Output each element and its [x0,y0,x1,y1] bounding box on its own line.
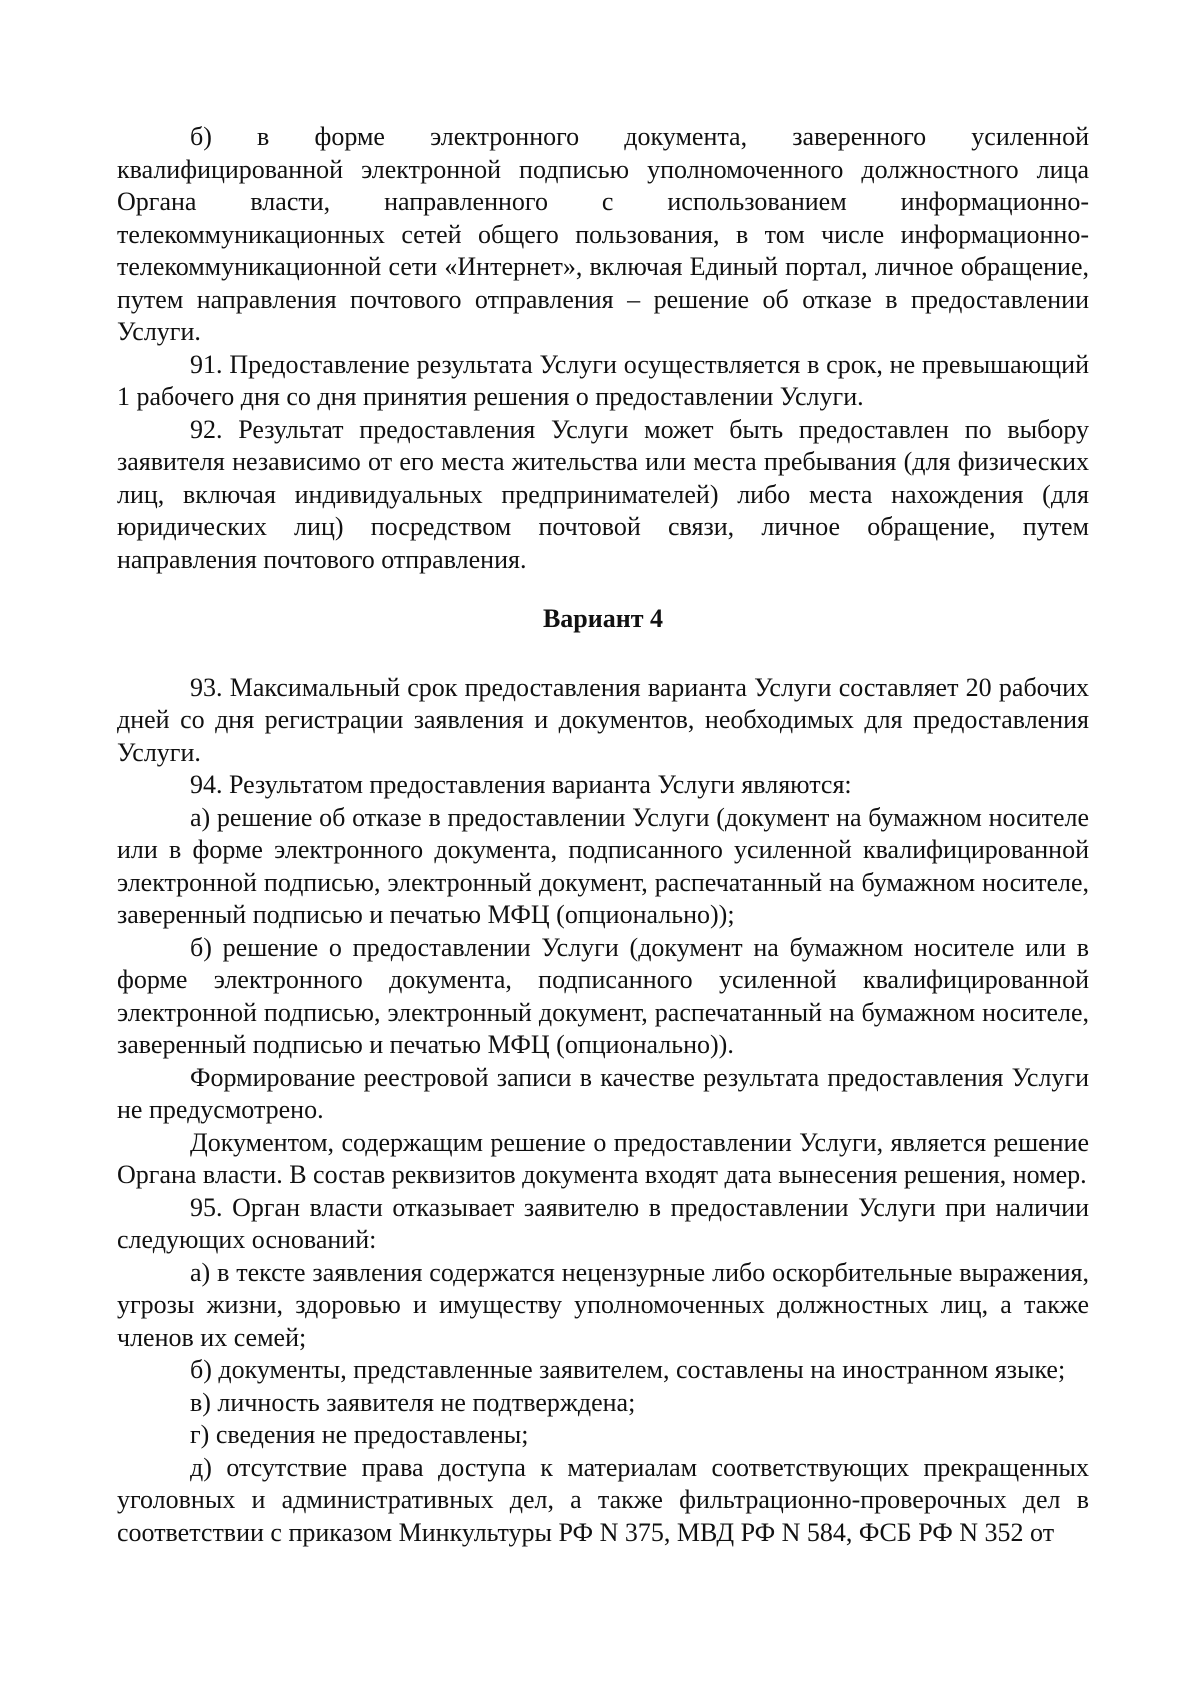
paragraph-95-v: в) личность заявителя не подтверждена; [190,1387,636,1417]
paragraph-registry-note: Формирование реестровой записи в качестве результата предоставления Услуги не предусмотрено. [117,1062,1089,1124]
paragraph-95-g: г) сведения не предоставлены; [190,1420,529,1449]
paragraph-95-d: д) отсутствие права доступа к материалам соответствующих прекращенных уголовных и административных дел, а также фильтрационно-проверочных дел в соответствии с приказом Минкультуры РФ N 375, МВД РФ N 584, ФСБ РФ N 352 от [117,1452,1089,1547]
paragraph-95-b: б) документы, представленные заявителем, составлены на иностранном языке; [190,1355,1066,1384]
document-body [117,121,1089,1549]
paragraph-95: 95. Орган власти отказывает заявителю в предоставлении Услуги при наличии следующих оснований: [117,1192,1089,1254]
paragraph-95-a: а) в тексте заявления содержатся нецензурные либо оскорбительные выражения, угрозы жизни, здоровью и имуществу уполномоченных должностных лиц, а также членов их семей; [117,1257,1089,1352]
paragraph-93: 93. Максимальный срок предоставления варианта Услуги составляет 20 рабочих дней со дня регистрации заявления и документов, необходимых для предоставления Услуги. [117,672,1089,767]
paragraph-94-b: б) решение о предоставлении Услуги (документ на бумажном носителе или в форме электронного документа, подписанного усиленной квалифицированной электронной подписью, электронный документ, распечатанный на бумажном носителе, заверенный подписью и печатью МФЦ (опционально)). [117,932,1089,1059]
paragraph-b-electronic-refusal: б) в форме электронного документа, заверенного усиленной квалифицированной электронной подписью уполномоченного должностного лица Органа власти, направленного с использованием информационно-телекоммуникационных сетей общего пользования, в том числе информационно-телекоммуникационной сети «Интернет», включая Единый портал, личное обращение, путем направления почтового отправления – решение об отказе в предоставлении Услуги. [117,122,1089,346]
paragraph-decision-document: Документом, содержащим решение о предоставлении Услуги, является решение Органа власти. В состав реквизитов документа входят дата вынесения решения, номер. [117,1127,1089,1189]
paragraph-94: 94. Результатом предоставления варианта Услуги являются: [190,770,852,799]
section-heading-variant-4: Вариант 4 [542,604,664,633]
paragraph-94-a: а) решение об отказе в предоставлении Услуги (документ на бумажном носителе или в форме электронного документа, подписанного усиленной квалифицированной электронной подписью, электронный документ, распечатанный на бумажном носителе, заверенный подписью и печатью МФЦ (опционально)); [117,802,1089,929]
paragraph-91: 91. Предоставление результата Услуги осуществляется в срок, не превышающий 1 рабочего дня со дня принятия решения о предоставлении Услуги. [117,349,1089,411]
paragraph-92: 92. Результат предоставления Услуги может быть предоставлен по выбору заявителя независимо от его места жительства или места пребывания (для физических лиц, включая индивидуальных предпринимателей) либо места нахождения (для юридических лиц) посредством почтовой связи, личное обращение, путем направления почтового отправления. [117,414,1089,574]
